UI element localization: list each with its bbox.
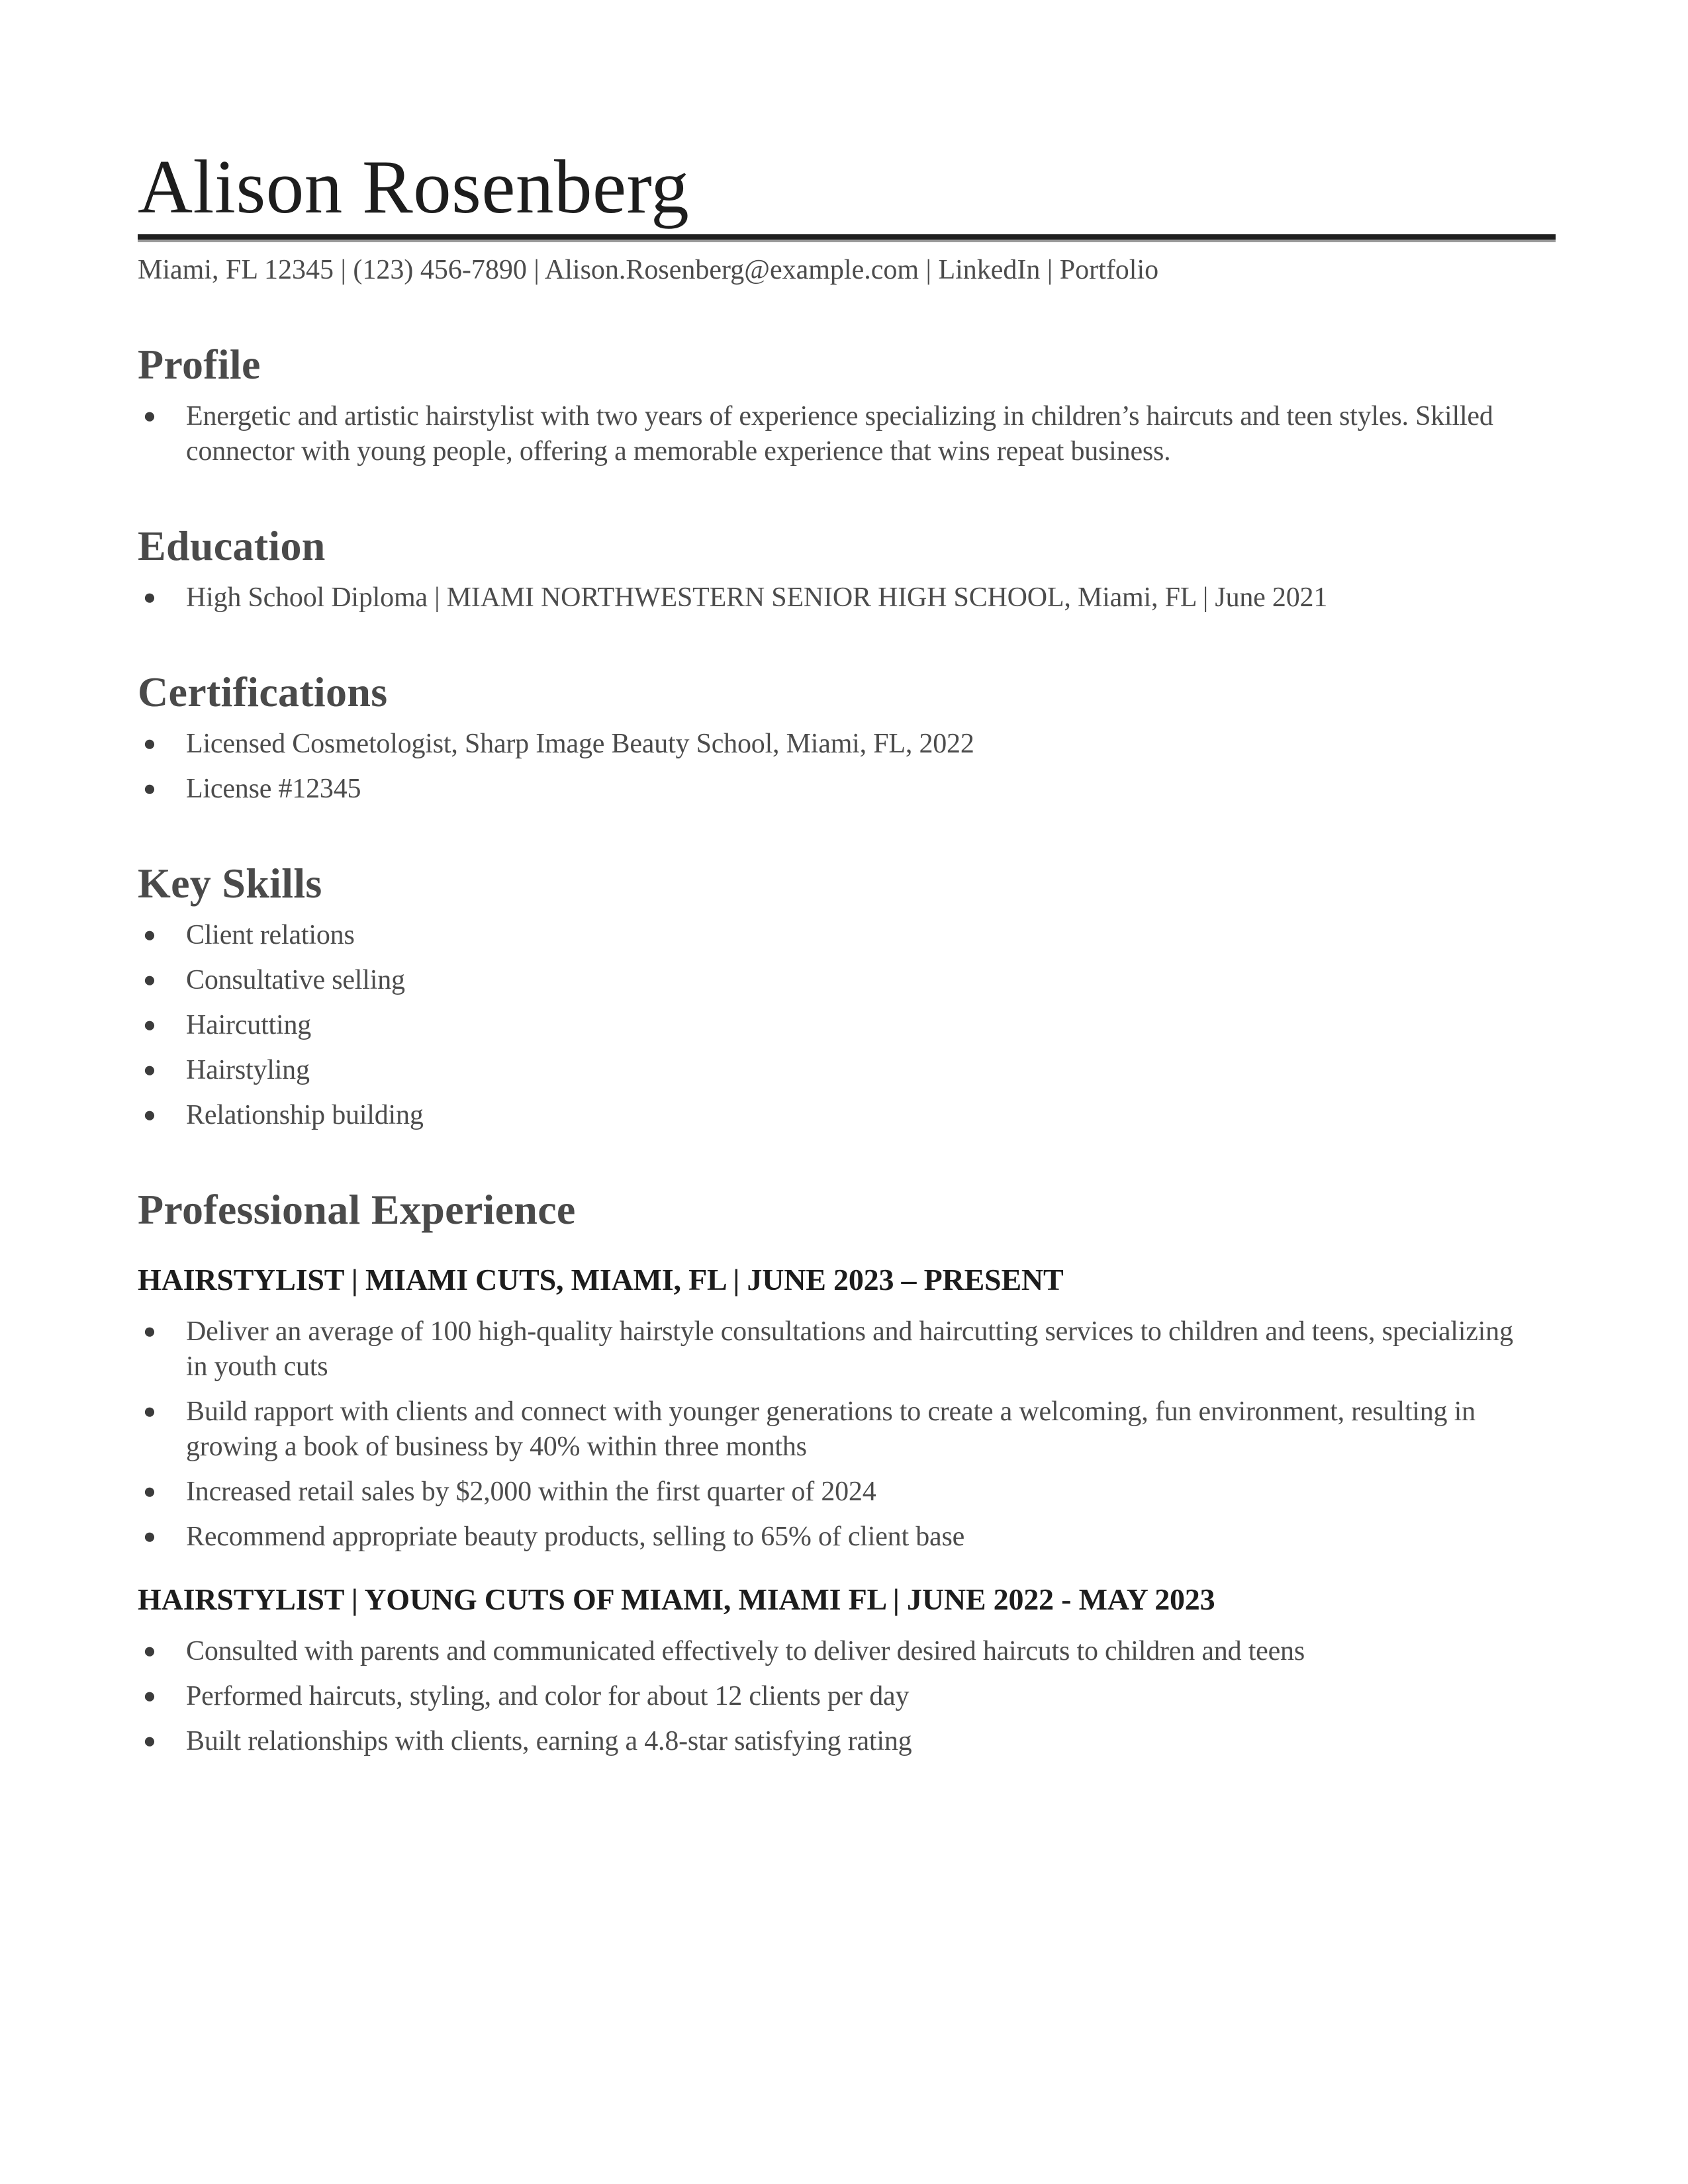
job-title: HAIRSTYLIST | YOUNG CUTS OF MIAMI, MIAMI FL | JUNE 2022 - MAY 2023 bbox=[138, 1582, 1215, 1616]
certifications-bullet-list bbox=[138, 727, 1556, 807]
list-item: ● Relationship building bbox=[138, 1098, 1515, 1133]
list-item: ● Hairstyling bbox=[138, 1053, 1515, 1088]
contact-line: Miami, FL 12345 | (123) 456-7890 | Alison.Rosenberg@example.com | LinkedIn | Portfolio bbox=[138, 255, 1159, 285]
section-heading-profile: Profile bbox=[138, 341, 261, 388]
job-entry-young-cuts bbox=[138, 1581, 1556, 1759]
list-item: ● Haircutting bbox=[138, 1008, 1515, 1043]
section-heading-key-skills: Key Skills bbox=[138, 860, 322, 907]
section-key-skills bbox=[138, 858, 1556, 1133]
job-entry-miami-cuts bbox=[138, 1261, 1556, 1555]
list-item: ● Energetic and artistic hairstylist with two years of experience specializing in children’s haircuts and teen styles. Skilled connector with young people, offering a memorable experience that wins repeat business. bbox=[138, 399, 1515, 469]
list-item: ● Recommend appropriate beauty products, selling to 65% of client base bbox=[138, 1520, 1515, 1555]
list-item: ● High School Diploma | MIAMI NORTHWESTERN SENIOR HIGH SCHOOL, Miami, FL | June 2021 bbox=[138, 580, 1515, 615]
education-bullet-list bbox=[138, 580, 1556, 615]
list-item: ● Consultative selling bbox=[138, 963, 1515, 998]
section-certifications bbox=[138, 667, 1556, 807]
list-item: ● License #12345 bbox=[138, 772, 1515, 807]
job-bullet-list bbox=[138, 1634, 1556, 1759]
section-education bbox=[138, 521, 1556, 615]
list-item: ● Performed haircuts, styling, and color for about 12 clients per day bbox=[138, 1679, 1515, 1714]
list-item: ● Client relations bbox=[138, 918, 1515, 953]
list-item: ● Build rapport with clients and connect with younger generations to create a welcoming, fun environment, resulting in growing a book of business by 40% within three months bbox=[138, 1394, 1515, 1465]
key-skills-bullet-list bbox=[138, 918, 1556, 1133]
list-item: ● Increased retail sales by $2,000 within the first quarter of 2024 bbox=[138, 1475, 1515, 1510]
list-item: ● Deliver an average of 100 high-quality hairstyle consultations and haircutting services to children and teens, specializing in youth cuts bbox=[138, 1314, 1515, 1385]
list-item: ● Licensed Cosmetologist, Sharp Image Beauty School, Miami, FL, 2022 bbox=[138, 727, 1515, 762]
candidate-name: Alison Rosenberg bbox=[138, 145, 690, 229]
list-item: ● Consulted with parents and communicated effectively to deliver desired haircuts to children and teens bbox=[138, 1634, 1515, 1669]
job-bullet-list bbox=[138, 1314, 1556, 1555]
header-divider bbox=[138, 234, 1556, 242]
section-profile bbox=[138, 340, 1556, 469]
section-heading-experience: Professional Experience bbox=[138, 1186, 576, 1233]
section-heading-certifications: Certifications bbox=[138, 668, 388, 715]
section-heading-education: Education bbox=[138, 522, 326, 569]
resume-header bbox=[138, 142, 1556, 288]
list-item: ● Built relationships with clients, earning a 4.8-star satisfying rating bbox=[138, 1724, 1515, 1759]
section-experience bbox=[138, 1185, 1556, 1759]
profile-bullet-list bbox=[138, 399, 1556, 469]
job-title: HAIRSTYLIST | MIAMI CUTS, MIAMI, FL | JUNE 2023 – PRESENT bbox=[138, 1263, 1064, 1297]
